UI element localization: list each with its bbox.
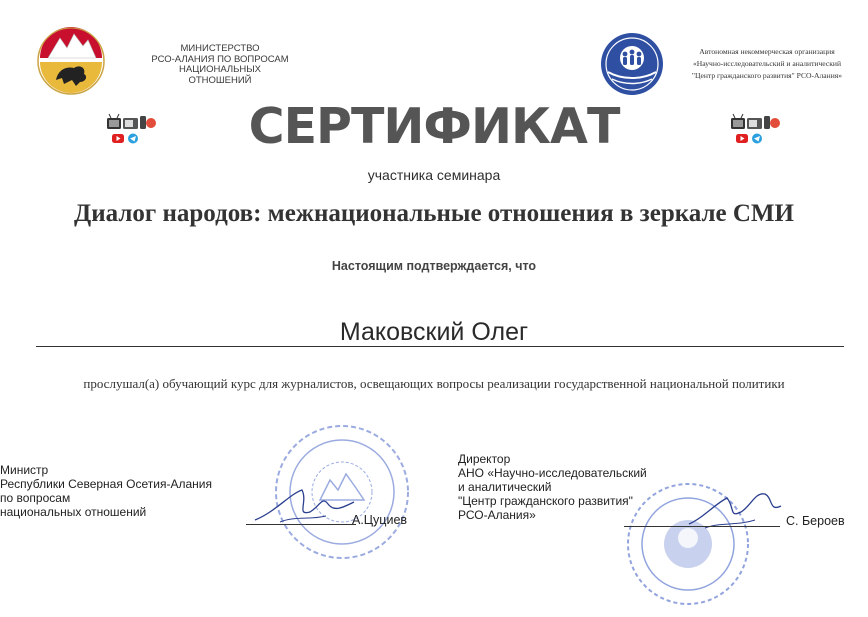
- signature-line: [246, 524, 356, 525]
- ministry-emblem-icon: [36, 24, 106, 98]
- right-signatory-title: Директор АНО «Научно-исследовательский и аналитический "Центр гражданского развития" РСО-Алания»: [458, 452, 647, 522]
- certificate-subtitle: участника семинара: [367, 167, 501, 183]
- seminar-title: Диалог народов: межнациональные отношения в зеркале СМИ: [74, 200, 794, 227]
- left-signatory-name: А.Цуциев: [352, 513, 408, 527]
- right-signatory-name: С. Бероев: [786, 514, 845, 528]
- left-signatory-title: Министр Республики Северная Осетия-Алания по вопросам национальных отношений: [0, 463, 212, 519]
- name-underline: [36, 346, 844, 347]
- organization-logo-icon: [598, 30, 666, 98]
- organization-name: Автономная некоммерческая организация «Научно-исследовательский и аналитический "Центр гражданского развития" РСО-Алания»: [691, 47, 843, 80]
- ministry-name: МИНИСТЕРСТВО РСО-АЛАНИЯ ПО ВОПРОСАМ НАЦИОНАЛЬНЫХ ОТНОШЕНИЙ: [151, 43, 289, 86]
- course-description: прослушал(а) обучающий курс для журналистов, освещающих вопросы реализации государственной национальной политики: [83, 376, 785, 391]
- signature-icon: [250, 482, 360, 530]
- signature-line: [624, 526, 780, 527]
- confirmation-text: Настоящим подтверждается, что: [331, 259, 537, 273]
- certificate-title: СЕРТИФИКАТ: [248, 98, 620, 155]
- recipient-name: Маковский Олег: [339, 318, 529, 346]
